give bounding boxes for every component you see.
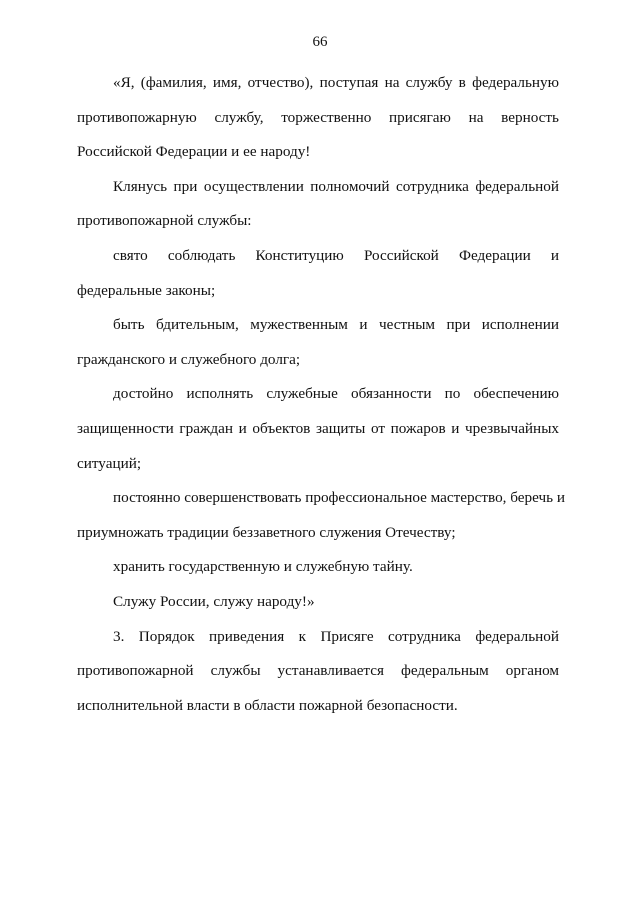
text-line: «Я, (фамилия, имя, отчество), поступая на службу в федеральную [113, 74, 559, 91]
document-body [77, 66, 565, 723]
paragraph-be-vigilant [77, 308, 559, 377]
page-number: 66 [312, 34, 328, 50]
paragraph-keep-secrets [77, 550, 559, 585]
text-line: достойно исполнять служебные обязанности по обеспечению [113, 385, 559, 403]
paragraph-oath-opening [77, 66, 559, 170]
text-line: приумножать традиции беззаветного служения Отечеству; [77, 523, 456, 541]
paragraph-perform-duties [77, 377, 559, 481]
text-line: хранить государственную и служебную тайну. [113, 558, 413, 576]
text-line: противопожарной службы: [77, 212, 252, 230]
text-line: федеральные законы; [77, 281, 216, 299]
text-line: быть бдительным, мужественным и честным при исполнении [113, 316, 559, 334]
text-line: 3. Порядок приведения к Присяге сотрудника федеральной [113, 627, 559, 645]
text-line: противопожарную службу, торжественно присягаю на верность [77, 108, 559, 126]
text-line: противопожарной службы устанавливается федеральным органом [77, 662, 559, 680]
paragraph-oath-closing [77, 585, 559, 620]
paragraph-procedure [77, 620, 559, 724]
paragraph-swear-intro [77, 170, 559, 239]
text-line: Служу России, служу народу!» [113, 592, 315, 610]
text-line: ситуаций; [77, 454, 142, 472]
text-line: защищенности граждан и объектов защиты от пожаров и чрезвычайных [77, 419, 559, 437]
text-line: Российской Федерации и ее народу! [77, 143, 311, 161]
paragraph-observe-constitution [77, 239, 559, 308]
paragraph-improve-skills [77, 481, 565, 550]
text-line: гражданского и служебного долга; [77, 350, 301, 368]
text-line: исполнительной власти в области пожарной безопасности. [77, 696, 458, 714]
text-line: постоянно совершенствовать профессиональное мастерство, беречь и [113, 489, 565, 507]
text-line: свято соблюдать Конституцию Российской Федерации и [113, 246, 559, 264]
text-line: Клянусь при осуществлении полномочий сотрудника федеральной [113, 177, 559, 195]
